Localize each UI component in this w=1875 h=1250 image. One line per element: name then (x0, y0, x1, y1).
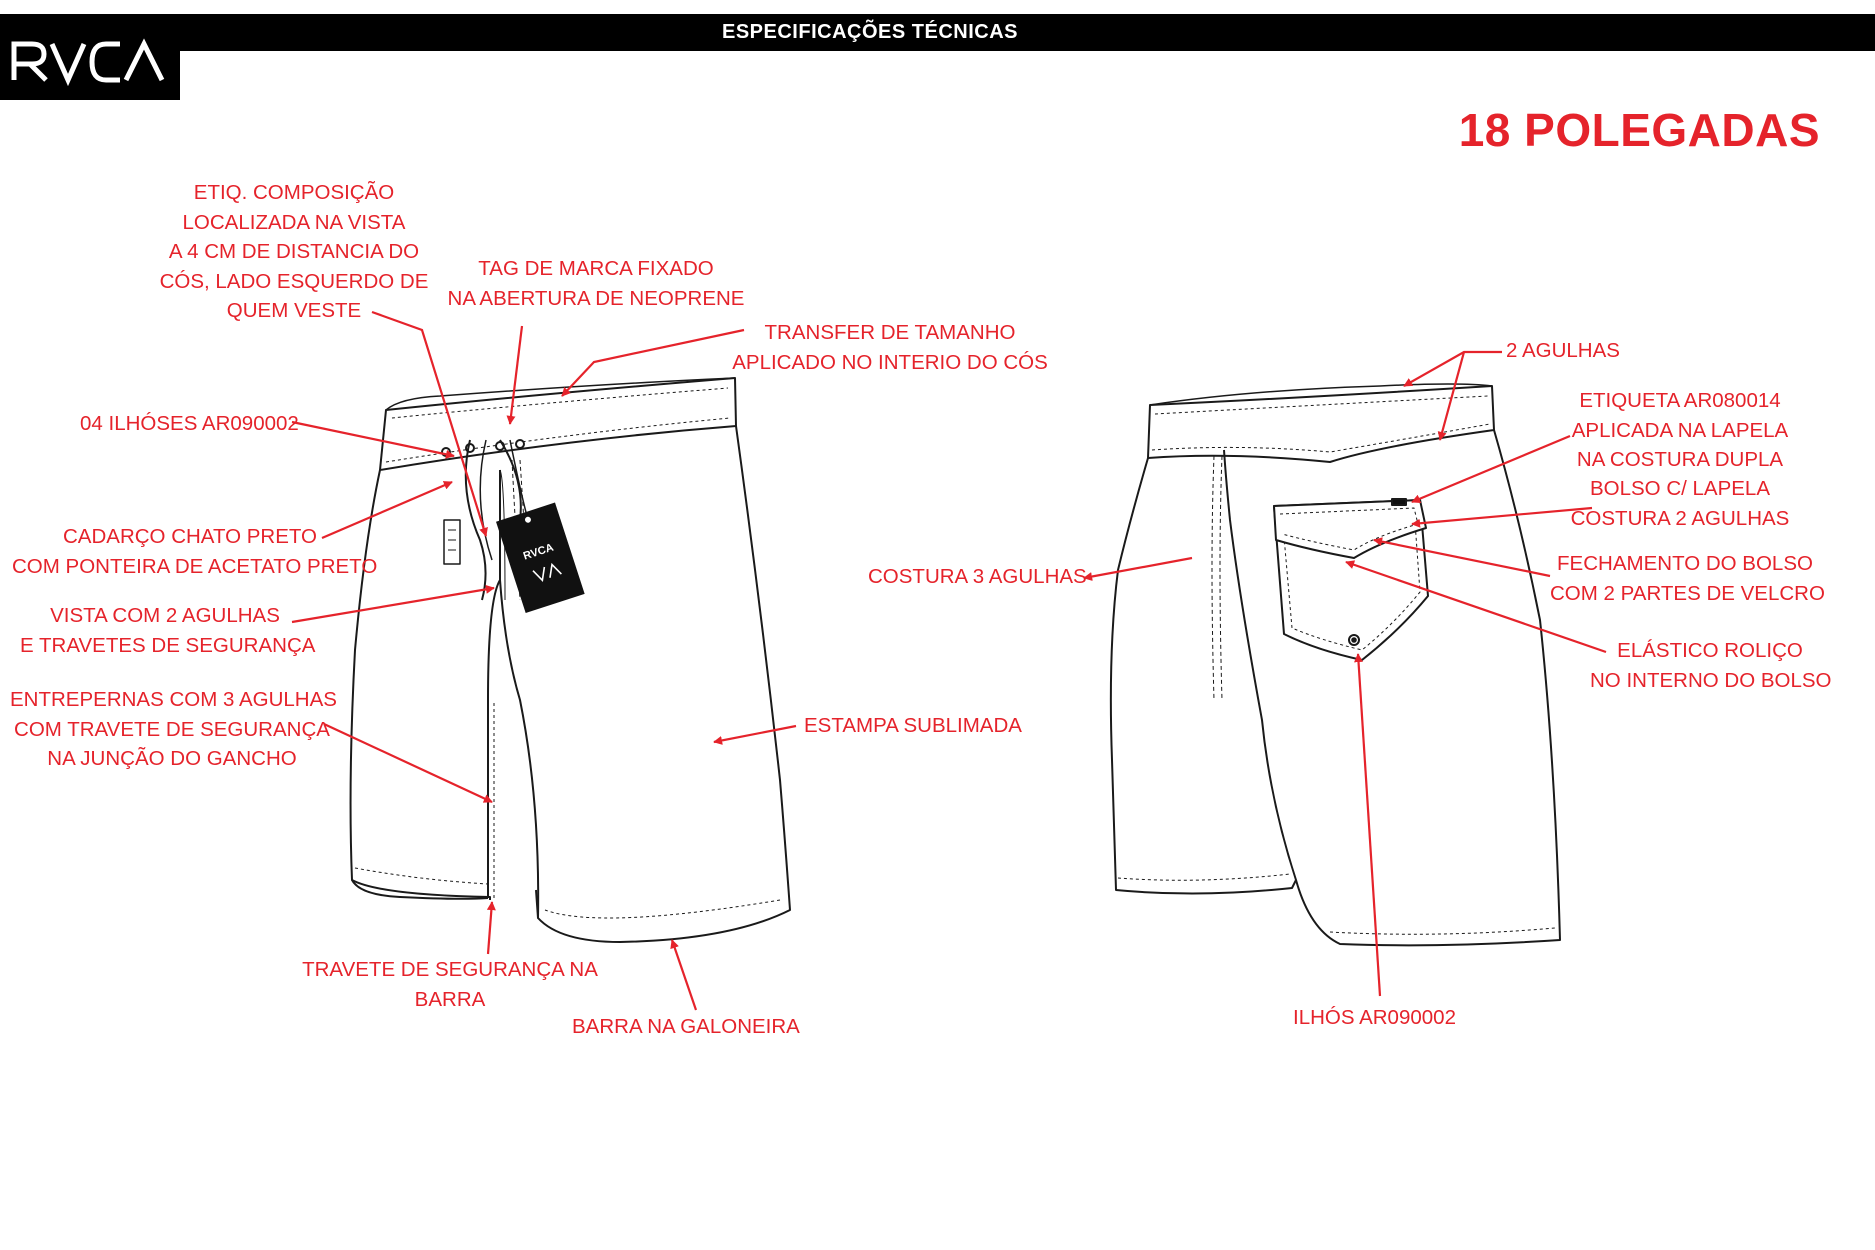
callout-travete-barra: TRAVETE DE SEGURANÇA NA BARRA (302, 958, 598, 1011)
front-waistband (380, 378, 736, 470)
front-body-outline (351, 470, 490, 900)
callout-ilhoses: 04 ILHÓSES AR090002 (80, 412, 299, 435)
hang-tag (496, 503, 585, 613)
leader-etiqueta (1412, 436, 1570, 502)
callout-tag-marca: TAG DE MARCA FIXADO NA ABERTURA DE NEOPRENE (447, 257, 745, 310)
callout-vista: VISTA COM 2 AGULHAS E TRAVETES DE SEGURANÇA (20, 604, 316, 657)
callout-ilhos: ILHÓS AR090002 (1293, 1006, 1456, 1029)
leader-barra-galoneira (672, 940, 696, 1010)
leader-costura-3 (1084, 558, 1192, 578)
callout-2-agulhas: 2 AGULHAS (1506, 339, 1620, 362)
callout-costura-3: COSTURA 3 AGULHAS (868, 565, 1087, 588)
hang-tag-logo: RVCA (521, 541, 556, 563)
leader-entrepernas (324, 724, 492, 802)
pocket-label (1392, 499, 1406, 505)
size-label: 18 POLEGADAS (1458, 104, 1820, 156)
leader-estampa (714, 726, 796, 742)
composition-label (444, 520, 460, 564)
callout-etiq-composicao: ETIQ. COMPOSIÇÃO LOCALIZADA NA VISTA A 4 CM DE DISTANCIA DO CÓS, LADO ESQUERDO DE QUEM VESTE (159, 181, 429, 322)
callout-entrepernas: ENTREPERNAS COM 3 AGULHAS COM TRAVETE DE SEGURANÇA NA JUNÇÃO DO GANCHO (10, 688, 337, 770)
back-body-outline (1111, 450, 1296, 894)
leader-2-agulhas-top (1404, 352, 1502, 386)
callout-etiqueta: ETIQUETA AR080014 APLICADA NA LAPELA NA COSTURA DUPLA (1571, 389, 1789, 471)
callout-barra-galoneira: BARRA NA GALONEIRA (572, 1015, 800, 1038)
back-waistband (1148, 386, 1494, 462)
callout-estampa: ESTAMPA SUBLIMADA (804, 714, 1022, 737)
callout-bolso-lapela: BOLSO C/ LAPELA COSTURA 2 AGULHAS (1570, 477, 1790, 530)
leader-travete-barra (488, 902, 492, 954)
leader-vista (292, 588, 494, 622)
page-title: ESPECIFICAÇÕES TÉCNICAS (722, 21, 1018, 43)
callout-cadarco: CADARÇO CHATO PRETO COM PONTEIRA DE ACETATO PRETO (12, 525, 378, 578)
callout-elastico: ELÁSTICO ROLIÇO NO INTERNO DO BOLSO (1590, 639, 1832, 692)
callout-transfer-tamanho: TRANSFER DE TAMANHO APLICADO NO INTERIO DO CÓS (732, 321, 1048, 374)
front-view-shorts (351, 378, 790, 942)
callout-fechamento: FECHAMENTO DO BOLSO COM 2 PARTES DE VELCRO (1550, 552, 1825, 605)
